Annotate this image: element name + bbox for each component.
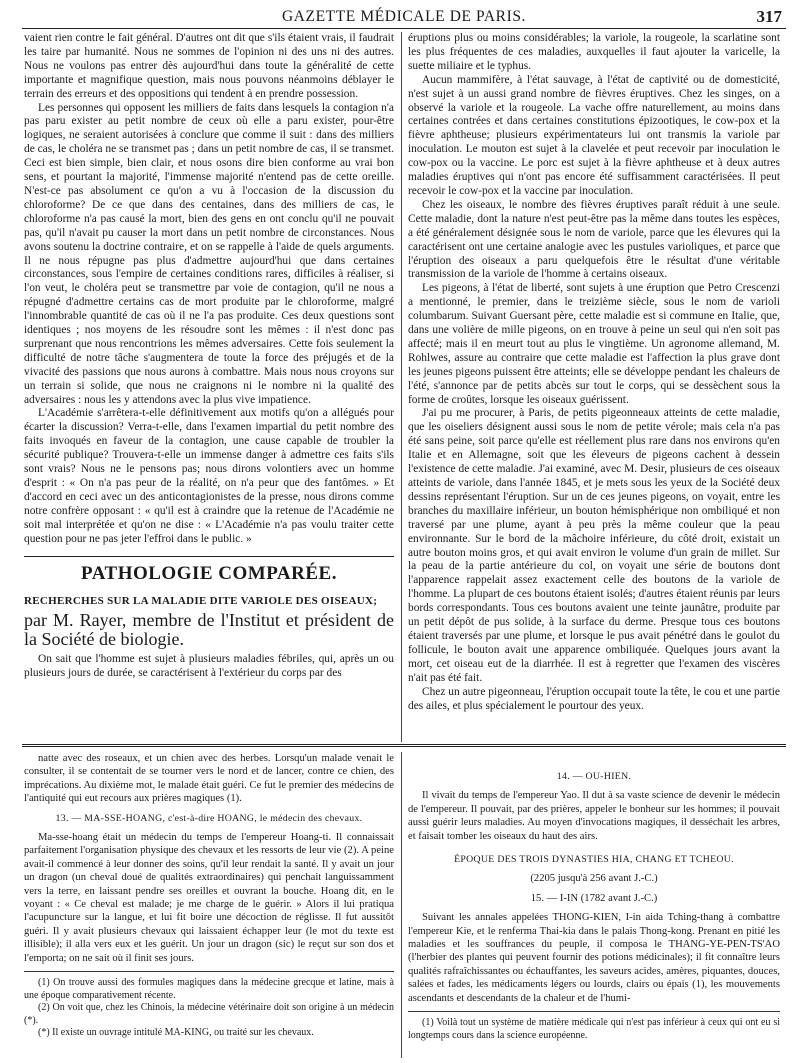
footnote: (2) On voit que, chez les Chinois, la médecine vétérinaire doit son origine à un médecin (*).	[24, 1002, 394, 1026]
page-number: 317	[756, 7, 782, 26]
heading-13: 13. — MA-SSE-HOANG, c'est-à-dire HOANG, le médecin des chevaux.	[55, 812, 363, 824]
epoch-dates: (2205 jusqu'à 256 avant J.-C.)	[530, 873, 658, 885]
right-paragraph: Chez un autre pigeonneau, l'éruption occupait toute la tête, le cou et une partie des ailes, et plus spécialement le pourtour des yeux.	[408, 685, 780, 712]
heading-15: 15. — I-IN (1782 avant J.-C.)	[530, 892, 658, 904]
right-paragraph: Chez les oiseaux, le nombre des fièvres éruptives paraît réduit à une seule. Cette maladie, dont la nature n'est peut-être pas la même dans toutes les espèces, a été généralement désignée sous le nom de variole, parce que les élevures qui la caractérisent ont une certaine analogie avec les pustules varioliques, et parce que l'éruption des oiseaux a paru quelquefois être le résultat d'une véritable transmission de la variole de l'homme à certains oiseaux.	[408, 198, 780, 281]
feuilleton-paragraph: Suivant les annales appelées THONG-KIEN, I-in aida Tching-thang à combattre l'empereur Kie, et le renferma Thai-kia dans le palais Thong-kong. Prenant en pitié les maladies et les souffrances du peuple, il composa le THANG-YE-PEN-TS'AO (l'herbier des plantes qui peuvent fournir des potions médicinales); il fit connaître leurs qualités rafraîchissantes ou échauffantes, les saveurs acides, amères, piquantes, douces, salées et fades, les médicaments légers ou lourds, clairs ou épais (1), les mouvements ascendants et descendants de la chaleur et de l'humi-	[408, 912, 780, 1004]
article-paragraph: On sait que l'homme est sujet à plusieurs maladies fébriles, qui, après un ou plusieurs jours de durée, se caractérisent à l'extérieur du corps par des	[24, 653, 394, 680]
left-paragraph: vaient rien contre le fait général. D'autres ont dit que s'ils étaient vrais, il faudrait les taire par humanité. Nous ne sommes de l'opinion ni des uns ni des autres. Nous ne voulons pas entrer dès aujourd'hui dans toute la généralité de cette importante et magnifique question, mais nous pouvons néanmoins déblayer le terrain des erreurs et des oppositions qui tendent à en prendre possession.	[24, 32, 394, 100]
footnote: (*) Il existe un ouvrage intitulé MA-KING, ou traité sur les chevaux.	[38, 1027, 314, 1039]
left-paragraph: L'Académie s'arrêtera-t-elle définitivement aux motifs qu'on a allégués pour écarter la discussion? Verra-t-elle, dans l'examen impartial du petit nombre des faits invoqués en faveur de la contagion, une cause capable de troubler la sécurité publique? Trouvera-t-elle un immense danger à admettre ces faits s'ils sont vrais? Nous ne le pensons pas; nous dirons volontiers avec un homme d'esprit : « On n'a pas peur de la réalité, on n'a peur que des fantômes. » Et d'accord en ceci avec un des anticontagionistes de la presse, nous dirons comme notre confrère opposant : « qu'il est à craindre que la retenue de l'Académie ne soit mal interprétée et qu'on ne dise : « L'Académie n'a pas voulu traiter cette question pour ne pas jeter l'effroi dans le public. »	[24, 407, 394, 545]
footnote-rule	[408, 1011, 780, 1012]
feuilleton-divider	[401, 752, 402, 1058]
column-divider	[401, 32, 402, 742]
feuilleton-rule-double	[22, 746, 786, 747]
article-author-line: par M. Rayer, membre de l'Institut et président de la Société de biologie.	[24, 610, 394, 650]
right-paragraph: Les pigeons, à l'état de liberté, sont sujets à une éruption que Petro Crescenzi a mentionné, le premier, dans le treizième siècle, sous le nom de varioli columbarum. Suivant Guersant père, cette maladie est si commune en Italie, que, dans une volière de mille pigeons, on en trouve à peine un seul qui n'en soit pas affecté; mais il en meurt tout au plus le vingtième. Un agronome allemand, M. Rohlwes, assure au contraire que cette maladie est l'affection la plus grave dont les jeunes pigeons puissent être atteints; elle se développe pendant les chaleurs de l'été, s'annonce par de petits abcès sur tout le corps, qui se dessèchent sous la forme de croûtes, lorsque les oiseaux guérissent.	[408, 282, 780, 406]
left-paragraph: Les personnes qui opposent les milliers de faits dans lesquels la contagion n'a pas paru exister au petit nombre de ceux où elle a paru exister, pour-être logiques, ne seraient autorisées à conclure que comme il suit : dans des milliers de cas, le choléra ne se transmet pas ; dans un petit nombre de cas, il se transmet. Ceci est bien simple, bien clair, et nous osons dire bien conforme au vrai bon sens, et pourtant la majorité, l'immense majorité n'entend pas de cette oreille. N'est-ce pas absolument ce qu'on a vu à l'occasion de la discussion du chloroforme? De ce que dans des centaines, dans des milliers de cas, le chloroforme n'a pas causé la mort, bien des gens en ont conclu qu'il ne pouvait pas, qu'il n'avait pu causer la mort dans un petit nombre de circonstances. Nous avons soutenu la doctrine contraire, et on se rappelle à l'aide de quels arguments. Il ne nous répugne pas plus d'admettre aujourd'hui que dans certaines circonstances, sous l'empire de certaines conditions rares, difficiles à réaliser, si l'on veut, le choléra peut se transmettre par voie de contagion, qu'il ne nous a répugné d'admettre certains cas de mort produite par le chloroforme, malgré l'innombrable quantité de cas où il ne l'a pas produite. Ces deux questions sont identiques ; nos moyens de les résoudre sont les mêmes : il n'est donc pas surprenant que nous rencontrions les mêmes adversaires. Cette fois seulement la difficulté de notre tâche s'augmentera de toute la force des préjugés et de la vivacité des passions que nous aurons à combattre. Mais nous nous croyons sur un terrain si solide, que nous ne craignons ni le nombre ni la qualité des adversaires : nous les y attendons avec la plus vive impatience.	[24, 101, 394, 406]
feuilleton-right	[408, 752, 780, 1058]
right-paragraph: J'ai pu me procurer, à Paris, de petits pigeonneaux atteints de cette maladie, que les oiseliers désignent aussi sous le nom de petite vérole; mais cela n'a pas été sans peine, soit parce qu'elle est réellement plus rare dans nos environs qu'en Italie et en Allemagne, soit que les éleveurs de pigeons cachent à dessein l'existence de cette maladie. J'ai examiné, avec M. Desir, plusieurs de ces oiseaux atteints de variole, dans l'année 1845, et je mets sous les yeux de la Société deux dessins représentant l'éruption. Sur un de ces jeunes pigeons, on voyait, entre les branches du maxillaire inférieur, un bouton hémisphérique non ombiliqué et non traversé par une plume, ayant à peu près la même couleur que la peau environnante. Sur le bord de la mâchoire inférieure, du côté droit, existait un autre bouton moins gros, et qui avait environ le volume d'un grain de millet. Sur la peau de la partie antérieure du col, on voyait une série de boutons dont l'apparence rappelait assez exactement celle des boutons de la variole de l'homme. La plupart de ces boutons étaient isolés; d'autres étaient réunis par leurs bords correspondants. Tous ces boutons avaient une teinte jaunâtre, produite par un petit dépôt de pus solide, à la surface du derme. Presque tous ces boutons étaient traversés par une plume, et lorsque le pus avait pénétré dans le goulot du follicule, le bouton avait une apparence ombiliquée. Quelques jours avant la mort, cet oiseau eut de la diarrhée. Il est à regretter que l'examen des viscères n'ait pas été fait.	[408, 407, 780, 684]
left-column	[24, 32, 394, 744]
epoch-heading: ÉPOQUE DES TROIS DYNASTIES HIA, CHANG ET TCHEOU.	[454, 854, 734, 866]
footnote-rule	[24, 971, 394, 972]
heading-14: 14. — OU-HIEN.	[556, 771, 632, 782]
article-title	[24, 592, 394, 649]
footnote: (1) On trouve aussi des formules magiques dans la médecine grecque et latine, mais à une époque comparativement récente.	[24, 977, 394, 1001]
footnote: (1) Voilà tout un système de matière médicale qui n'est pas inférieur à ceux qui ont eu si longtemps cours dans la science européenne.	[408, 1017, 780, 1041]
feuilleton-left	[24, 752, 394, 1058]
right-paragraph: Aucun mammifère, à l'état sauvage, à l'état de captivité ou de domesticité, n'est sujet à un aussi grand nombre de fièvres éruptives. Chez les singes, on a observé la variole et la rougeole. La vache offre naturellement, au moins dans certaines contrées et dans certaines constitutions épizootiques, le cow-pox et la fièvre aphtheuse; plusieurs expérimentateurs lui ont transmis la variole par inoculation. Le mouton est sujet à la clavelée et peut recevoir par inoculation le cow-pox ou la vaccine. Le porc est sujet à la fièvre aphtheuse et à deux autres maladies éruptives qui n'ont pas encore été suffisamment caractérisées. Il peut recevoir le cow-pox et la vaccine par inoculation.	[408, 73, 780, 197]
header-rule	[22, 28, 786, 29]
feuilleton-paragraph: natte avec des roseaux, et un chien avec des herbes. Lorsqu'un malade venait le consulter, il se contentait de se tourner vers le nord et de lancer, contre ce chien, des imprécations. Au dixième mot, le malade était guéri. Ce fut le premier des médecins de l'antiquité qui eut recours aux prières magiques (1).	[24, 753, 394, 805]
section-title: PATHOLOGIE COMPARÉE.	[81, 562, 337, 584]
right-paragraph: éruptions plus ou moins considérables; la variole, la rougeole, la scarlatine sont les plus fréquentes de ces maladies, auxquelles il faut ajouter la varicelle, la suette miliaire et le typhus.	[408, 32, 780, 72]
feuilleton-rule-top	[22, 744, 786, 745]
feuilleton-paragraph: Il vivait du temps de l'empereur Yao. Il dut à sa vaste science de devenir le médecin de l'empereur. Il pouvait, par des prières, appeler le bonheur sur les hommes; il pouvait aussi guérir leurs maladies. Au moyen d'invocations magiques, il desséchait les arbres, et faisait tomber les oiseaux du haut des airs.	[408, 790, 780, 842]
section-rule	[24, 556, 394, 557]
right-column	[408, 32, 780, 744]
page-header	[22, 4, 786, 28]
journal-title: GAZETTE MÉDICALE DE PARIS.	[281, 8, 527, 25]
feuilleton-paragraph: Ma-sse-hoang était un médecin du temps de l'empereur Hoang-ti. Il connaissait parfaitement l'organisation physique des chevaux et les ressorts de leur vie (2). A peine avait-il commencé à leur donner des soins, qu'il leur rendait la santé. Il y avait un jour un dragon (un cheval doué de qualités extraordinaires) qui penchait languissamment vers la terre, en laissant pendre ses oreilles et ouvrant la bouche. Hoang dit, en le voyant : « Ce cheval est malade; je me charge de le guérir. » Alors il lui pratiqua l'acupuncture sur la langue, et lui fit boire une décoction de réglisse. Il fut aussitôt guéri. Il y avait plusieurs chevaux qui laissaient échapper leur (le mot du texte est illisible); il alla vers eux et les guérit. Un jour un dragon (sic) le reçut sur son dos et l'emporta; on ne sait où il finit ses jours.	[24, 832, 394, 964]
article-title-line: RECHERCHES SUR LA MALADIE DITE VARIOLE DES OISEAUX;	[24, 595, 378, 608]
